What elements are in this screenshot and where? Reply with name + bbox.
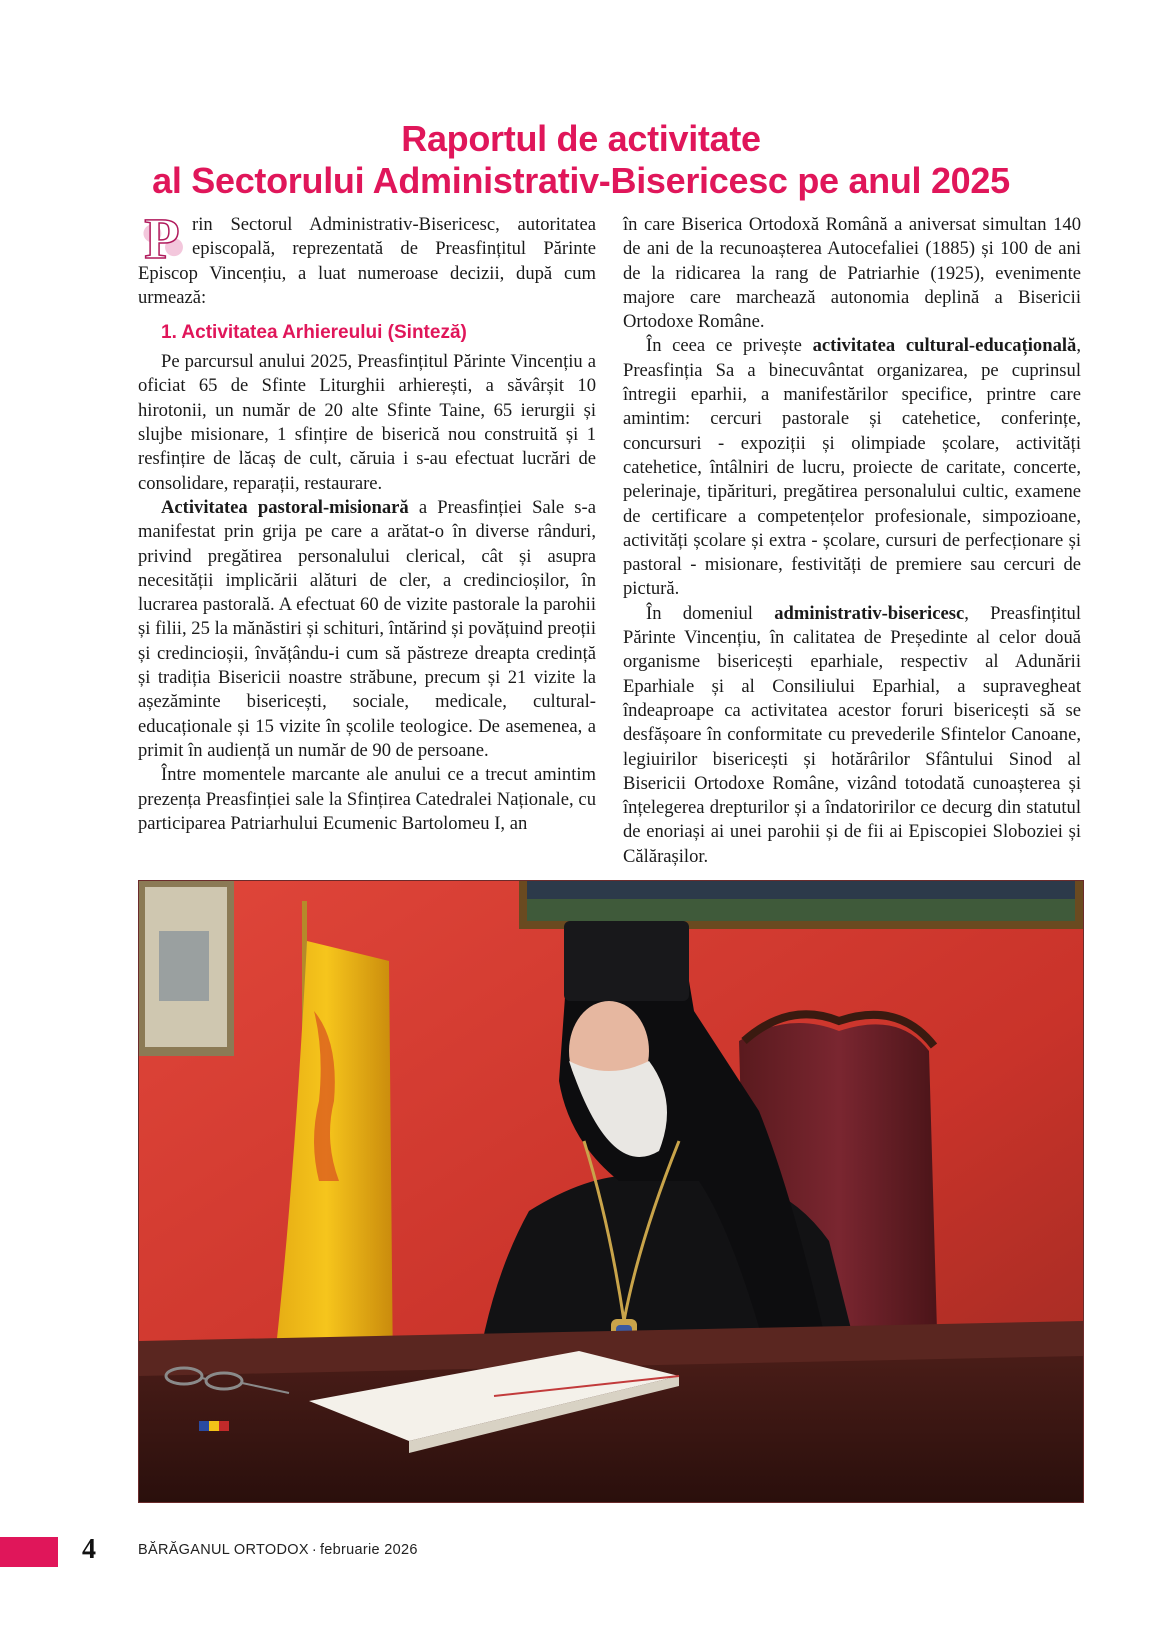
ornamental-dropcap: P: [138, 215, 186, 261]
paragraph: În domeniul administrativ-bisericesc, Preasfințitul Părinte Vincențiu, în calitatea de Președinte al celor două organisme bisericești eparhiale, respectiv al Adunării Eparhiale și al Consiliului Eparhial, a supravegheat îndeaproape ca activitatea acestor foruri bisericești să se desfășoare în conformitate cu prevederile Sfintelor Canoane, legiuirilor bisericești și hotărârilor Sfântului Sinod al Bisericii Ortodoxe Române, vizând totodată cunoașterea și înțelegerea drepturilor și a îndatoririlor ce decurg din statutul de enoriași ai unei parohii și de fii ai Episcopiei Sloboziei și Călărașilor.: [623, 602, 1081, 867]
paragraph: Pe parcursul anului 2025, Preasfințitul Părinte Vincențiu a oficiat 65 de Sfinte Liturghii arhierești, a săvârșit 10 hirotonii, un număr de 20 alte Sfinte Taine, 65 ierurgii și slujbe misionare, 1 sfințire de biserică nou construită și 1 resfințire de lăcaș de cult, căruia i s-au efectuat lucrări de consolidare, reparații, restaurare.: [138, 351, 596, 494]
footer-accent-bar: [0, 1537, 58, 1567]
article-title-line-1: Raportul de activitate: [401, 118, 761, 159]
issue-date: februarie 2026: [319, 1542, 418, 1558]
paragraph: în care Biserica Ortodoxă Română a aniversat simultan 140 de ani de la recunoașterea Autocefaliei (1885) și 100 de ani de la ridicarea la rang de Patriarhie (1925), evenimente majore care marchează autonomia deplină a Bisericii Ortodoxe Române.: [623, 214, 1081, 333]
article-title: [0, 118, 1162, 202]
bishop-photo: [138, 880, 1084, 1503]
page-number: 4: [82, 1534, 96, 1565]
paragraph: Între momentele marcante ale anului ce a trecut amintim prezența Preasfinției sale la Sfințirea Catedralei Naționale, cu participarea Patriarhului Ecumenic Bartolomeu I, an: [138, 764, 596, 834]
paragraph: Activitatea pastoral-misionară a Preasfinției Sale s-a manifestat prin grija pe care a arătat-o în diverse rânduri, privind pregătirea personalului clerical, cât și asupra necesității implicării alături de cler, a credincioșilor, în lucrarea pastorală. A efectuat 60 de vizite pastorale la parohii și filii, 25 la mănăstiri și schituri, întărind și povățuind preoții și credincioșii, învățându-i cum să păstreze dreapta credință și tradiția Bisericii noastre străbune, precum și 21 vizite la așezăminte bisericești, sociale, medicale, cultural-educaționale și 15 vizite în școlile teologice. De asemenea, a primit în audiență un număr de 90 de persoane.: [138, 496, 596, 761]
section-heading: 1. Activitatea Arhiereului (Sinteză): [161, 322, 467, 344]
bold-phrase: activitatea cultural-educațională: [812, 335, 1077, 357]
right-column: [623, 213, 1081, 869]
bishop-photo-illustration: [139, 881, 1083, 1502]
left-column: [138, 206, 596, 836]
bold-phrase: Activitatea pastoral-misionară: [161, 496, 409, 518]
intro-paragraph: P rin Sectorul Administrativ-Bisericesc, autoritatea episcopală, reprezentată de Preasfințitul Părinte Episcop Vincențiu, a luat numeroase decizii, după cum urmează:: [138, 206, 596, 308]
footer-publication: [138, 1542, 418, 1558]
footer-separator: ·: [311, 1542, 317, 1558]
bold-phrase: administrativ-bisericesc: [774, 602, 965, 624]
article-title-line-2: al Sectorului Administrativ-Bisericesc pe anul 2025: [152, 160, 1010, 201]
publication-name: BĂRĂGANUL ORTODOX: [138, 1542, 309, 1558]
paragraph: În ceea ce privește activitatea cultural-educațională, Preasfinția Sa a binecuvântat organizarea, pe cuprinsul întregii eparhii, a manifestărilor specifice, printre care amintim: cercuri pastorale și catehetice, conferințe, concursuri - expoziții și olimpiade școlare, activități catehetice, întâlniri de lucru, proiecte de caritate, concerte, pelerinaje, tipărituri, pregătirea personalului cultic, examene de certificare a competențelor profesionale, simpozioane, activități școlare și extra - școlare, cursuri de perfecționare și pastoral - misionare, festivități de premiere sau cercuri de pictură.: [623, 335, 1081, 600]
